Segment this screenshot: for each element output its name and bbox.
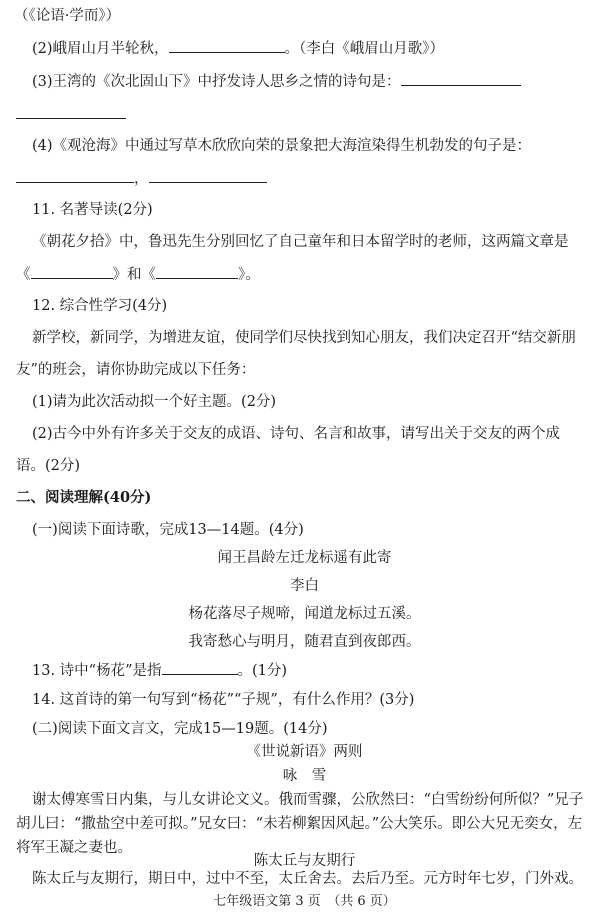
text: ， — [134, 171, 149, 187]
classical-subtitle-2: 陈太丘与友期行 — [253, 853, 356, 869]
poem-line-2: 我寄愁心与明月，随君直到夜郎西。 — [188, 634, 421, 650]
page-footer: 七年级语文第 3 页 （共 6 页） — [213, 894, 396, 909]
question-14: 14. 这首诗的第一句写到“杨花”“子规”，有什么作用？(3分) — [32, 692, 415, 708]
section-2-heading: 二、阅读理解(40分) — [16, 489, 152, 506]
answer-blank[interactable] — [162, 660, 238, 675]
text: 。（李白《峨眉山月歌》） — [284, 41, 445, 57]
answer-blank[interactable] — [401, 71, 521, 86]
classical-line-3: 将军王凝之妻也。 — [16, 840, 132, 856]
classical-line-1: 谢太傅寒雪日内集，与儿女讲论文义。俄而雪骤，公欣然曰：“白雪纷纷何所似？”兄子 — [32, 792, 584, 808]
classical-title: 《世说新语》两则 — [246, 744, 363, 760]
part-1-instruction: (一)阅读下面诗歌，完成13—14题。(4分) — [32, 522, 304, 538]
question-12-para-2: 友”的班会，请你协助完成以下任务： — [16, 362, 256, 378]
text: (2)峨眉山月半轮秋， — [32, 41, 169, 57]
question-10-4: (4)《观沧海》中通过写草木欣欣向荣的景象把大海渲染得生机勃发的句子是： — [32, 138, 532, 154]
question-13 — [32, 660, 287, 681]
citation-line: （《论语·学而》） — [14, 8, 121, 24]
question-11-blanks — [16, 264, 260, 285]
poem-title: 闻王昌龄左迁龙标遥有此寄 — [217, 550, 392, 566]
question-10-2 — [32, 38, 444, 59]
answer-line — [16, 104, 126, 125]
text: 。(1分) — [237, 663, 288, 679]
answer-blank[interactable] — [156, 264, 238, 279]
poem-author: 李白 — [290, 578, 319, 594]
text: 》和《 — [112, 267, 156, 283]
answer-blank[interactable] — [169, 38, 285, 53]
text: 》。 — [238, 267, 260, 283]
question-12-para-1: 新学校，新同学，为增进友谊，使同学们尽快找到知心朋友，我们决定召开“结交新朋 — [32, 330, 576, 346]
question-10-3 — [32, 71, 521, 92]
classical-subtitle: 咏 雪 — [282, 768, 327, 784]
question-12-2: (2)古今中外有许多关于交友的成语、诗句、名言和故事，请写出关于交友的两个成 — [32, 426, 561, 442]
part-2-instruction: (二)阅读下面文言文，完成15—19题。(14分) — [32, 721, 328, 737]
question-12-title: 12. 综合性学习(4分) — [32, 298, 168, 314]
question-11-text: 《朝花夕拾》中，鲁迅先生分别回忆了自己童年和日本留学时的老师，这两篇文章是 — [32, 234, 569, 250]
answer-blank[interactable] — [16, 104, 126, 119]
text: 《 — [16, 267, 31, 283]
text: 13. 诗中“杨花”是指 — [32, 663, 162, 679]
question-10-4-blanks — [16, 168, 267, 189]
question-11-title: 11. 名著导读(2分) — [32, 202, 153, 218]
classical-line-4: 陈太丘与友期行，期日中，过中不至，太丘舍去。去后乃至。元方时年七岁，门外戏。 — [32, 871, 583, 887]
answer-blank[interactable] — [31, 264, 113, 279]
classical-line-2: 胡儿曰：“撒盐空中差可拟。”兄女曰：“未若柳絮因风起。”公大笑乐。即公大兄无奕女，左 — [16, 816, 583, 832]
answer-blank[interactable] — [149, 168, 267, 183]
question-12-2-cont: 语。(2分) — [16, 458, 81, 474]
poem-line-1: 杨花落尽子规啼，闻道龙标过五溪。 — [188, 606, 421, 622]
question-12-1: (1)请为此次活动拟一个好主题。(2分) — [32, 394, 277, 410]
answer-blank[interactable] — [16, 168, 134, 183]
text: (3)王湾的《次北固山下》中抒发诗人思乡之情的诗句是： — [32, 74, 401, 90]
